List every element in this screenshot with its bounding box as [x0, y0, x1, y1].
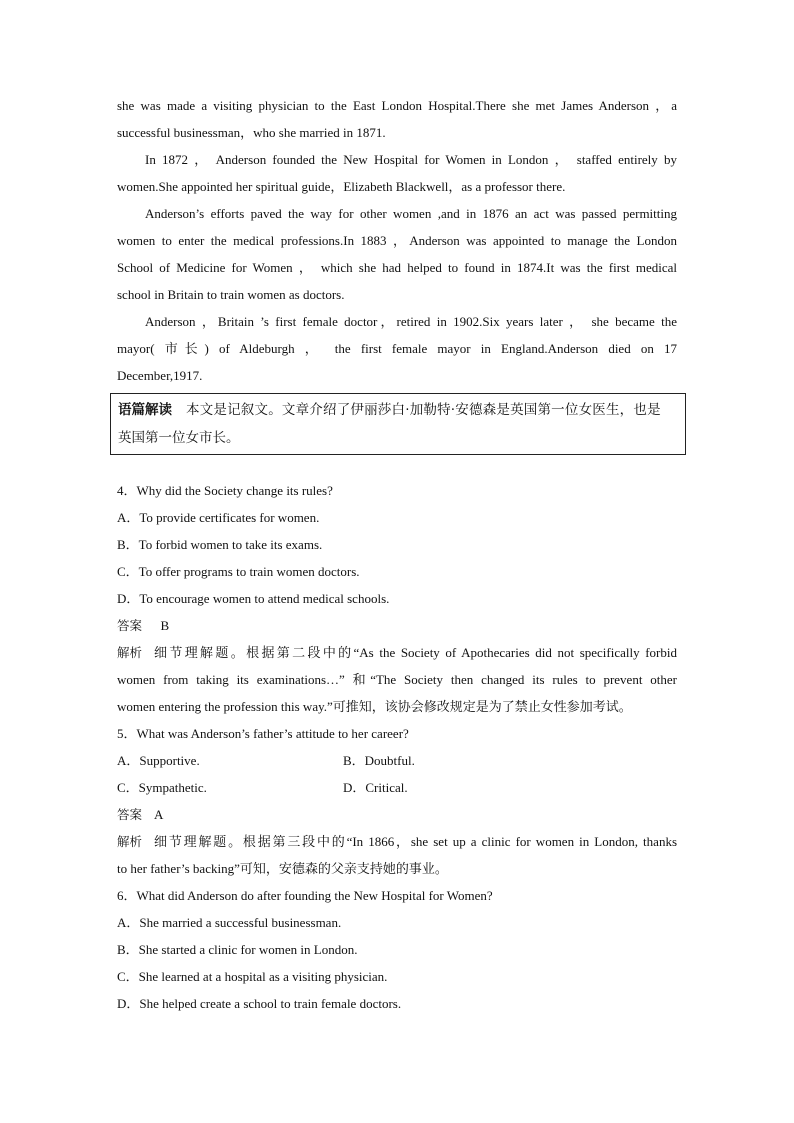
question-stem: 4．Why did the Society change its rules?: [117, 483, 333, 498]
answer-label: 答案: [117, 618, 143, 633]
summary-text-line2: 英国第一位女市长。: [118, 430, 240, 446]
summary-box: [110, 393, 686, 455]
question-stem: 6．What did Anderson do after founding the New Hospital for Women?: [117, 888, 493, 903]
answer-value: B: [160, 618, 170, 633]
answer-row: [117, 801, 677, 828]
text-line: mayor( 市长) of Aldeburgh ， the first female mayor in England.Anderson died on 17: [117, 341, 677, 356]
answer-value: A: [154, 807, 164, 822]
text-line: December,1917.: [117, 368, 203, 383]
option-c: C．To offer programs to train women doctors.: [117, 564, 360, 579]
question-stem: 5．What was Anderson’s father’s attitude to her career?: [117, 726, 409, 741]
summary-label: 语篇解读: [118, 402, 172, 418]
option-a: A．She married a successful businessman.: [117, 915, 342, 930]
explanation-line: women from taking its examinations…” 和“The Society then changed its rules to prevent other: [117, 672, 677, 687]
option-d: D．To encourage women to attend medical schools.: [117, 591, 390, 606]
explanation: [117, 639, 677, 720]
question-4: [117, 477, 677, 720]
text-line: Anderson ，Britain ’s first female doctor，retired in 1902.Six years later ， she became the: [145, 314, 677, 329]
options-row: [117, 774, 677, 801]
explanation-line: women entering the profession this way.”可推知，该协会修改规定是为了禁止女性参加考试。: [117, 699, 632, 714]
text-line: women to enter the medical professions.In 1883 ，Anderson was appointed to manage the London: [117, 233, 677, 248]
option-d: D．Critical.: [343, 780, 408, 795]
answer-row: [117, 612, 677, 639]
passage-paragraph-4: [117, 308, 677, 389]
explanation-text: 细节理解题。根据第三段中的“In 1866，she set up a clinic for women in London, thanks: [154, 834, 677, 849]
question-6: [117, 882, 677, 1017]
option-b: B．Doubtful.: [343, 753, 415, 768]
text-line: School of Medicine for Women ， which she had helped to found in 1874.It was the first medical: [117, 260, 677, 275]
option-c: C．She learned at a hospital as a visiting physician.: [117, 969, 388, 984]
option-c: C．Sympathetic.: [117, 780, 207, 795]
text-line: women.She appointed her spiritual guide，Elizabeth Blackwell，as a professor there.: [117, 179, 566, 194]
text-line: Anderson’s efforts paved the way for other women ,and in 1876 an act was passed permitting: [145, 206, 677, 221]
explanation-label: 解析: [117, 834, 143, 849]
explanation-label: 解析: [117, 645, 143, 660]
options-row: [117, 747, 677, 774]
text-line: In 1872 ， Anderson founded the New Hospital for Women in London ， staffed entirely by: [145, 152, 677, 167]
option-b: B．She started a clinic for women in London.: [117, 942, 358, 957]
question-5: [117, 720, 677, 882]
explanation-text: 细节理解题。根据第二段中的“As the Society of Apothecaries did not specifically forbid: [154, 645, 677, 660]
passage-paragraph-1: [117, 92, 677, 146]
text-line: successful businessman，who she married in 1871.: [117, 125, 386, 140]
answer-label: 答案: [117, 807, 143, 822]
document-page: [117, 92, 677, 1017]
option-b: B．To forbid women to take its exams.: [117, 537, 323, 552]
option-d: D．She helped create a school to train female doctors.: [117, 996, 402, 1011]
option-a: A．To provide certificates for women.: [117, 510, 320, 525]
summary-text: 本文是记叙文。文章介绍了伊丽莎白·加勒特·安德森是英国第一位女医生，也是: [186, 402, 661, 418]
explanation-line: [117, 639, 677, 666]
explanation-line: to her father’s backing”可知，安德森的父亲支持她的事业。: [117, 861, 448, 876]
option-a: A．Supportive.: [117, 753, 200, 768]
passage-paragraph-3: [117, 200, 677, 308]
text-line: school in Britain to train women as doctors.: [117, 287, 345, 302]
passage-paragraph-2: [117, 146, 677, 200]
explanation-line: [117, 828, 677, 855]
text-line: she was made a visiting physician to the East London Hospital.There she met James Anderson ，a: [117, 98, 677, 113]
